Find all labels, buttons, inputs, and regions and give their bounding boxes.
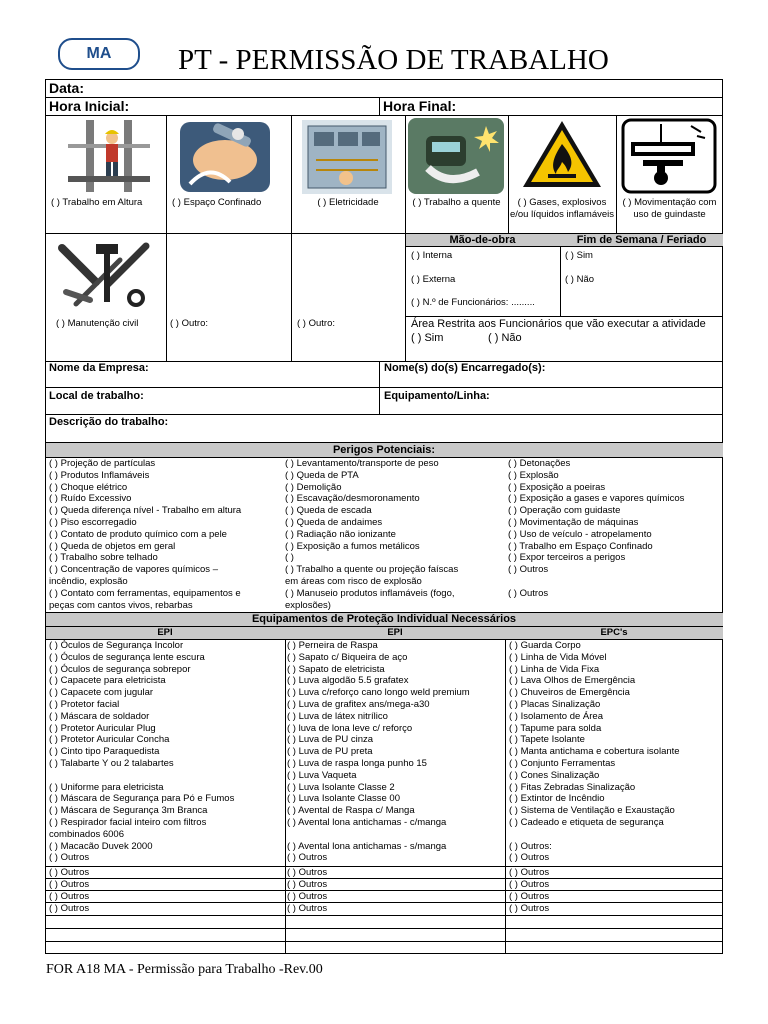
option-interna[interactable]: ( ) Interna (411, 250, 453, 261)
epi-item[interactable]: ( ) Óculos de Segurança Incolor (49, 640, 184, 651)
perigo-item[interactable]: ( ) Levantamento/transporte de peso (285, 458, 439, 469)
perigo-item[interactable]: ( ) Escavação/desmoronamento (285, 493, 420, 505)
epi-item[interactable]: ( ) Sapato c/ Biqueira de aço (287, 651, 408, 663)
logo-text: MA (86, 45, 112, 62)
perigo-item[interactable]: ( ) Outros (508, 564, 549, 576)
epi-item[interactable]: ( ) Óculos de segurança sobrepor (49, 663, 191, 675)
worker-at-height-icon (68, 120, 150, 197)
epc-item[interactable]: ( ) Isolamento de Área (509, 710, 603, 722)
extra-outros-item[interactable]: ( ) Outros (287, 867, 328, 878)
epi-item[interactable]: ( ) Máscara de Segurança 3m Branca (49, 805, 208, 817)
epi-item[interactable]: ( ) Avental lona antichamas - c/manga (287, 816, 447, 828)
perigo-item[interactable]: ( ) Piso escorregadio (49, 516, 137, 528)
perigo-item[interactable]: ( ) Detonações (508, 458, 571, 469)
perigo-item[interactable]: ( ) Expor terceiros a perigos (508, 552, 626, 564)
perigo-item[interactable]: ( ) Manuseio produtos inflamáveis (fogo, (285, 587, 455, 599)
perigo-item[interactable]: ( ) Queda de PTA (285, 469, 359, 481)
form-footer: FOR A18 MA - Permissão para Trabalho -Rev.00 (46, 962, 323, 977)
perigos-column-1 (49, 458, 241, 611)
nome-empresa-label: Nome da Empresa: (49, 362, 149, 374)
perigo-item (508, 600, 684, 612)
extra-outros-item[interactable]: ( ) Outros (49, 867, 90, 878)
epi-item[interactable]: ( ) Óculos de segurança lente escura (49, 651, 205, 663)
confined-space-icon (180, 122, 270, 197)
epi-item[interactable]: ( ) Avental de Raspa c/ Manga (287, 805, 415, 817)
perigo-item: peças com cantos vivos, rebarbas (49, 599, 193, 611)
tools-icon (56, 240, 152, 313)
perigo-item[interactable]: ( ) Exposição a gases e vapores químicos (508, 493, 685, 505)
epc-col-header: EPC's (600, 627, 628, 638)
data-label: Data: (49, 80, 85, 96)
page-title: PT - PERMISSÃO DE TRABALHO (178, 44, 609, 76)
perigo-item[interactable]: ( ) Uso de veículo - atropelamento (508, 528, 652, 540)
option-fim-semana-sim[interactable]: ( ) Sim (565, 250, 593, 261)
encarregados-label: Nome(s) do(s) Encarregado(s): (384, 362, 546, 374)
perigo-item[interactable]: ( ) Queda diferença nível - Trabalho em altura (49, 505, 242, 517)
epi-item[interactable]: ( ) Luva Vaqueta (287, 769, 357, 781)
perigos-column-3 (508, 458, 684, 611)
electrical-panel-icon (302, 120, 392, 199)
epi-title: Equipamentos de Proteção Individual Necessários (251, 613, 517, 625)
perigo-item: em áreas com risco de explosão (285, 575, 422, 587)
option-gases-explosivos[interactable]: ( ) Gases, explosivos e/ou líquidos inflamáveis (509, 197, 615, 220)
perigo-item[interactable]: ( ) Exposição a poeiras (508, 481, 606, 493)
perigo-item[interactable]: ( ) Exposição a fumos metálicos (285, 540, 420, 552)
option-fim-semana-nao[interactable]: ( ) Não (565, 274, 595, 285)
area-restrita-text: Área Restrita aos Funcionários que vão executar a atividade (411, 318, 706, 330)
epi-item[interactable]: ( ) Protetor Auricular Concha (49, 734, 170, 746)
epc-item[interactable]: ( ) Manta antichama e cobertura isolante (509, 746, 680, 758)
extra-outros-item[interactable]: ( ) Outros (509, 891, 550, 902)
hora-inicial-label: Hora Inicial: (49, 98, 130, 114)
epc-item[interactable]: ( ) Guarda Corpo (509, 640, 581, 651)
epi-item[interactable]: ( ) Perneira de Raspa (287, 640, 378, 651)
perigo-item[interactable]: ( ) Trabalho a quente ou projeção faíscas (285, 564, 459, 576)
perigo-item[interactable]: ( ) Choque elétrico (49, 481, 128, 493)
perigo-item[interactable]: ( ) Contato com ferramentas, equipamentos e (49, 587, 241, 599)
descricao-label: Descrição do trabalho: (49, 416, 169, 428)
hora-final-label: Hora Final: (383, 98, 457, 114)
epi-item[interactable]: ( ) Protetor facial (49, 698, 120, 710)
perigo-item[interactable]: ( ) Concentração de vapores químicos – (49, 564, 218, 576)
epi-item: combinados 6006 (49, 828, 124, 840)
epi-item[interactable]: ( ) Uniforme para eletricista (49, 781, 164, 793)
option-trabalho-altura[interactable]: ( ) Trabalho em Altura (51, 197, 143, 208)
extra-outros-item[interactable]: ( ) Outros (287, 903, 328, 914)
perigos-title: Perigos Potenciais: (332, 444, 436, 456)
perigo-item[interactable]: ( ) Outros (508, 587, 549, 599)
perigo-item[interactable]: ( ) Ruído Excessivo (49, 493, 132, 505)
option-manutencao-civil[interactable]: ( ) Manutenção civil (56, 318, 139, 329)
epc-item[interactable]: ( ) Conjunto Ferramentas (509, 757, 616, 769)
company-logo (58, 38, 140, 70)
option-externa[interactable]: ( ) Externa (411, 274, 456, 285)
perigo-item[interactable]: ( ) Explosão (508, 469, 559, 481)
perigo-item[interactable]: ( ) Movimentação de máquinas (508, 516, 639, 528)
fim-semana-title: Fim de Semana / Feriado (576, 234, 707, 246)
epi-col-header-2: EPI (387, 627, 403, 638)
epi-col-header-1: EPI (157, 627, 173, 638)
epc-item[interactable]: ( ) Outros (509, 852, 550, 864)
extra-outros-item[interactable]: ( ) Outros (49, 879, 90, 890)
option-espaco-confinado[interactable]: ( ) Espaço Confinado (172, 197, 262, 208)
epi-item[interactable]: ( ) Sapato de eletricista (287, 663, 385, 675)
epi-item (287, 829, 470, 841)
epc-item[interactable]: ( ) Linha de Vida Móvel (509, 651, 607, 663)
option-num-funcionarios[interactable]: ( ) N.º de Funcionários: ......... (411, 297, 535, 308)
option-area-restrita-nao[interactable]: ( ) Não (488, 332, 522, 344)
perigo-item: explosões) (285, 599, 331, 611)
epi-item[interactable]: ( ) Luva Isolante Classe 00 (287, 793, 401, 805)
equipamento-label: Equipamento/Linha: (384, 390, 490, 402)
option-trabalho-quente[interactable]: ( ) Trabalho a quente (412, 197, 501, 208)
epc-item[interactable]: ( ) Tapete Isolante (509, 734, 585, 746)
extra-outros-item[interactable]: ( ) Outros (509, 879, 550, 890)
epc-item[interactable]: ( ) Cadeado e etiqueta de segurança (509, 816, 664, 828)
perigo-item[interactable]: ( ) Produtos Inflamáveis (49, 469, 150, 481)
epi-item[interactable]: ( ) Capacete para eletricista (49, 675, 166, 687)
perigo-item[interactable]: ( ) Demolição (285, 481, 342, 493)
epi-item[interactable]: ( ) Luva algodão 5.5 grafatex (287, 675, 409, 687)
perigo-item[interactable]: ( ) (285, 552, 294, 564)
epc-item[interactable]: ( ) Fitas Zebradas Sinalização (509, 781, 636, 793)
epc-item (509, 829, 680, 841)
perigo-item[interactable]: ( ) Contato de produto químico com a pele (49, 528, 227, 540)
mao-obra-title: Mão-de-obra (449, 234, 516, 246)
option-area-restrita-sim[interactable]: ( ) Sim (411, 332, 444, 344)
epi-item[interactable]: ( ) Luva Isolante Classe 2 (287, 781, 395, 793)
epi-item[interactable]: ( ) Luva de grafitex ans/mega-a30 (287, 698, 430, 710)
epi-column-2 (287, 640, 470, 864)
option-outro-2[interactable]: ( ) Outro: (297, 318, 336, 329)
epc-item[interactable]: ( ) Cones Sinalização (509, 769, 600, 781)
epi-item[interactable]: ( ) Máscara de Segurança para Pó e Fumos (49, 793, 235, 805)
epi-item[interactable]: ( ) Talabarte Y ou 2 talabartes (49, 757, 174, 769)
option-outro-1[interactable]: ( ) Outro: (170, 318, 209, 329)
crane-load-icon (621, 118, 717, 199)
extra-outros-item[interactable]: ( ) Outros (287, 891, 328, 902)
epc-item[interactable]: ( ) Sistema de Ventilação e Exaustação (509, 805, 675, 817)
perigo-item[interactable]: ( ) Queda de andaimes (285, 516, 383, 528)
flammable-warning-icon (520, 118, 604, 195)
perigo-item[interactable]: ( ) Queda de escada (285, 505, 372, 517)
epi-item[interactable]: ( ) Máscara de soldador (49, 710, 150, 722)
epc-item[interactable]: ( ) Tapume para solda (509, 722, 602, 734)
perigo-item[interactable]: ( ) Trabalho em Espaço Confinado (508, 540, 653, 552)
epi-item[interactable]: ( ) luva de lona leve c/ reforço (287, 722, 413, 734)
epc-column (509, 640, 680, 864)
epi-item[interactable]: ( ) Luva de látex nitrílico (287, 710, 388, 722)
epc-item[interactable]: ( ) Lava Olhos de Emergência (509, 675, 636, 687)
local-trabalho-label: Local de trabalho: (49, 390, 144, 402)
perigo-item (508, 576, 684, 588)
perigo-item[interactable]: ( ) Radiação não ionizante (285, 528, 396, 540)
hot-work-icon (408, 118, 504, 199)
extra-outros-item[interactable]: ( ) Outros (49, 891, 90, 902)
epc-item[interactable]: ( ) Extintor de Incêndio (509, 793, 605, 805)
epi-item[interactable]: ( ) Macacão Duvek 2000 (49, 840, 153, 852)
epi-item[interactable]: ( ) Respirador facial inteiro com filtros (49, 816, 207, 828)
extra-outros-item[interactable]: ( ) Outros (509, 903, 550, 914)
epi-item[interactable]: ( ) Outros (287, 852, 328, 864)
epi-item[interactable]: ( ) Avental lona antichamas - s/manga (287, 840, 447, 852)
extra-outros-item[interactable]: ( ) Outros (509, 867, 550, 878)
epi-item (49, 770, 234, 782)
epi-item[interactable]: ( ) Outros (49, 852, 90, 864)
perigo-item[interactable]: ( ) Trabalho sobre telhado (49, 552, 158, 564)
epi-item[interactable]: ( ) Luva de PU cinza (287, 734, 374, 746)
epc-item[interactable]: ( ) Placas Sinalização (509, 698, 601, 710)
epi-item[interactable]: ( ) Luva de PU preta (287, 746, 373, 758)
extra-outros-item[interactable]: ( ) Outros (49, 903, 90, 914)
epi-item[interactable]: ( ) Protetor Auricular Plug (49, 722, 156, 734)
perigos-column-2 (285, 458, 458, 611)
perigo-item[interactable]: ( ) Projeção de partículas (49, 458, 156, 469)
extra-outros-item[interactable]: ( ) Outros (287, 879, 328, 890)
epi-item[interactable]: ( ) Luva c/reforço cano longo weld premium (287, 687, 470, 699)
perigo-item: incêndio, explosão (49, 575, 128, 587)
epi-item[interactable]: ( ) Luva de raspa longa punho 15 (287, 757, 427, 769)
perigo-item[interactable]: ( ) Operação com guidaste (508, 505, 621, 517)
epc-item[interactable]: ( ) Linha de Vida Fixa (509, 663, 600, 675)
option-eletricidade[interactable]: ( ) Eletricidade (317, 197, 379, 208)
option-movimentacao-guindaste[interactable]: ( ) Movimentação com uso de guindaste (622, 197, 717, 220)
epi-column-1 (49, 640, 234, 864)
perigo-item[interactable]: ( ) Queda de objetos em geral (49, 540, 176, 552)
epc-item[interactable]: ( ) Chuveiros de Emergência (509, 687, 630, 699)
epi-item[interactable]: ( ) Cinto tipo Paraquedista (49, 746, 160, 758)
epc-item[interactable]: ( ) Outros: (509, 840, 552, 852)
epi-item[interactable]: ( ) Capacete com jugular (49, 687, 154, 699)
